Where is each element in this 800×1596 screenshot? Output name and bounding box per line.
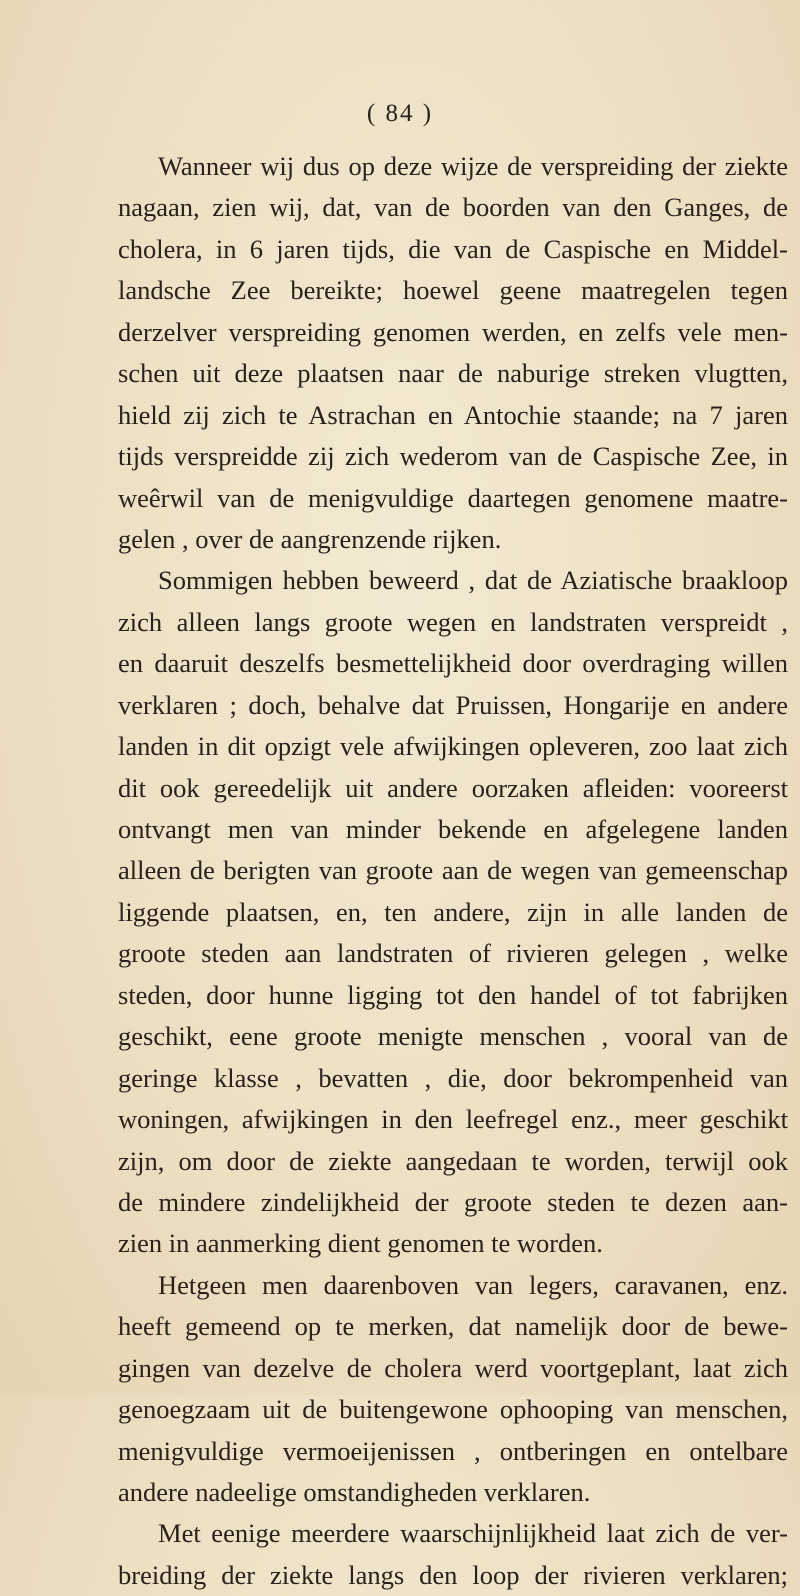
text-line: gelen , over de aangrenzende rijken. [118,523,502,554]
text-line: zich alleen langs groote wegen en landstraten verspreidt , [118,606,788,637]
text-line: Wanneer wij dus op deze wijze de verspreiding der ziekte [158,151,788,181]
text-line: hield zij zich te Astrachan en Antochie staande; na 7 jaren [118,399,788,430]
text-line: derzelver verspreiding genomen werden, en zelfs vele men- [118,316,788,347]
body-text [118,146,788,1596]
text-line: zijn, om door de ziekte aangedaan te worden, terwijl ook [118,1145,788,1176]
text-line: genoegzaam uit de buitengewone ophooping van menschen, [118,1394,788,1425]
text-line: ontvangt men van minder bekende en afgelegene landen [118,814,788,844]
text-line: weêrwil van de menigvuldige daartegen genomene maatre- [118,482,788,513]
text-line: nagaan, zien wij, dat, van de boorden van den Ganges, de [118,192,788,223]
paragraph-1 [118,146,788,560]
text-line: steden, door hunne ligging tot den handel of tot fabrijken [118,979,788,1010]
text-line: tijds verspreidde zij zich wederom van de Caspische Zee, in [118,441,788,472]
text-line: verklaren ; doch, behalve dat Pruissen, Hongarije en andere [118,689,788,720]
text-line: en daaruit deszelfs besmettelijkheid door overdraging willen [118,648,788,679]
text-line: woningen, afwijkingen in den leefregel enz., meer geschikt [118,1104,788,1135]
text-line: heeft gemeend op te merken, dat namelijk door de bewe- [118,1311,788,1342]
text-line: groote steden aan landstraten of rivieren gelegen , welke [118,938,788,969]
text-line: Hetgeen men daarenboven van legers, caravanen, enz. [158,1269,788,1300]
text-line: landen in dit opzigt vele afwijkingen opleveren, zoo laat zich [118,731,788,762]
text-line: zien in aanmerking dient genomen te worden. [118,1228,603,1259]
text-line: dit ook gereedelijk uit andere oorzaken afleiden: vooreerst [118,772,788,803]
text-line: menigvuldige vermoeijenissen , ontberingen en ontelbare [118,1435,788,1466]
text-line: geschikt, eene groote menigte menschen , vooral van de [118,1021,788,1052]
page-number: ( 84 ) [366,100,434,127]
text-line: breiding der ziekte langs den loop der rivieren verklaren; [118,1559,788,1590]
text-line: de mindere zindelijkheid der groote steden te dezen aan- [118,1186,788,1217]
text-line: Met eenige meerdere waarschijnlijkheid laat zich de ver- [158,1518,788,1549]
text-line: cholera, in 6 jaren tijds, die van de Caspische en Middel- [118,233,788,264]
paragraph-2 [118,560,788,1264]
text-line: landsche Zee bereikte; hoewel geene maatregelen tegen [118,275,788,306]
text-line: andere nadeelige omstandigheden verklaren. [118,1477,591,1507]
paragraph-4 [118,1513,788,1596]
text-line: schen uit deze plaatsen naar de naburige streken vlugtten, [118,358,788,389]
text-line: gingen van dezelve de cholera werd voortgeplant, laat zich [118,1352,788,1383]
paragraph-3 [118,1265,788,1514]
text-line: geringe klasse , bevatten , die, door bekrompenheid van [118,1062,788,1093]
text-line: alleen de berigten van groote aan de wegen van gemeenschap [118,855,788,886]
text-line: Sommigen hebben beweerd , dat de Aziatische braakloop [158,565,788,596]
text-line: liggende plaatsen, en, ten andere, zijn in alle landen de [118,896,788,927]
